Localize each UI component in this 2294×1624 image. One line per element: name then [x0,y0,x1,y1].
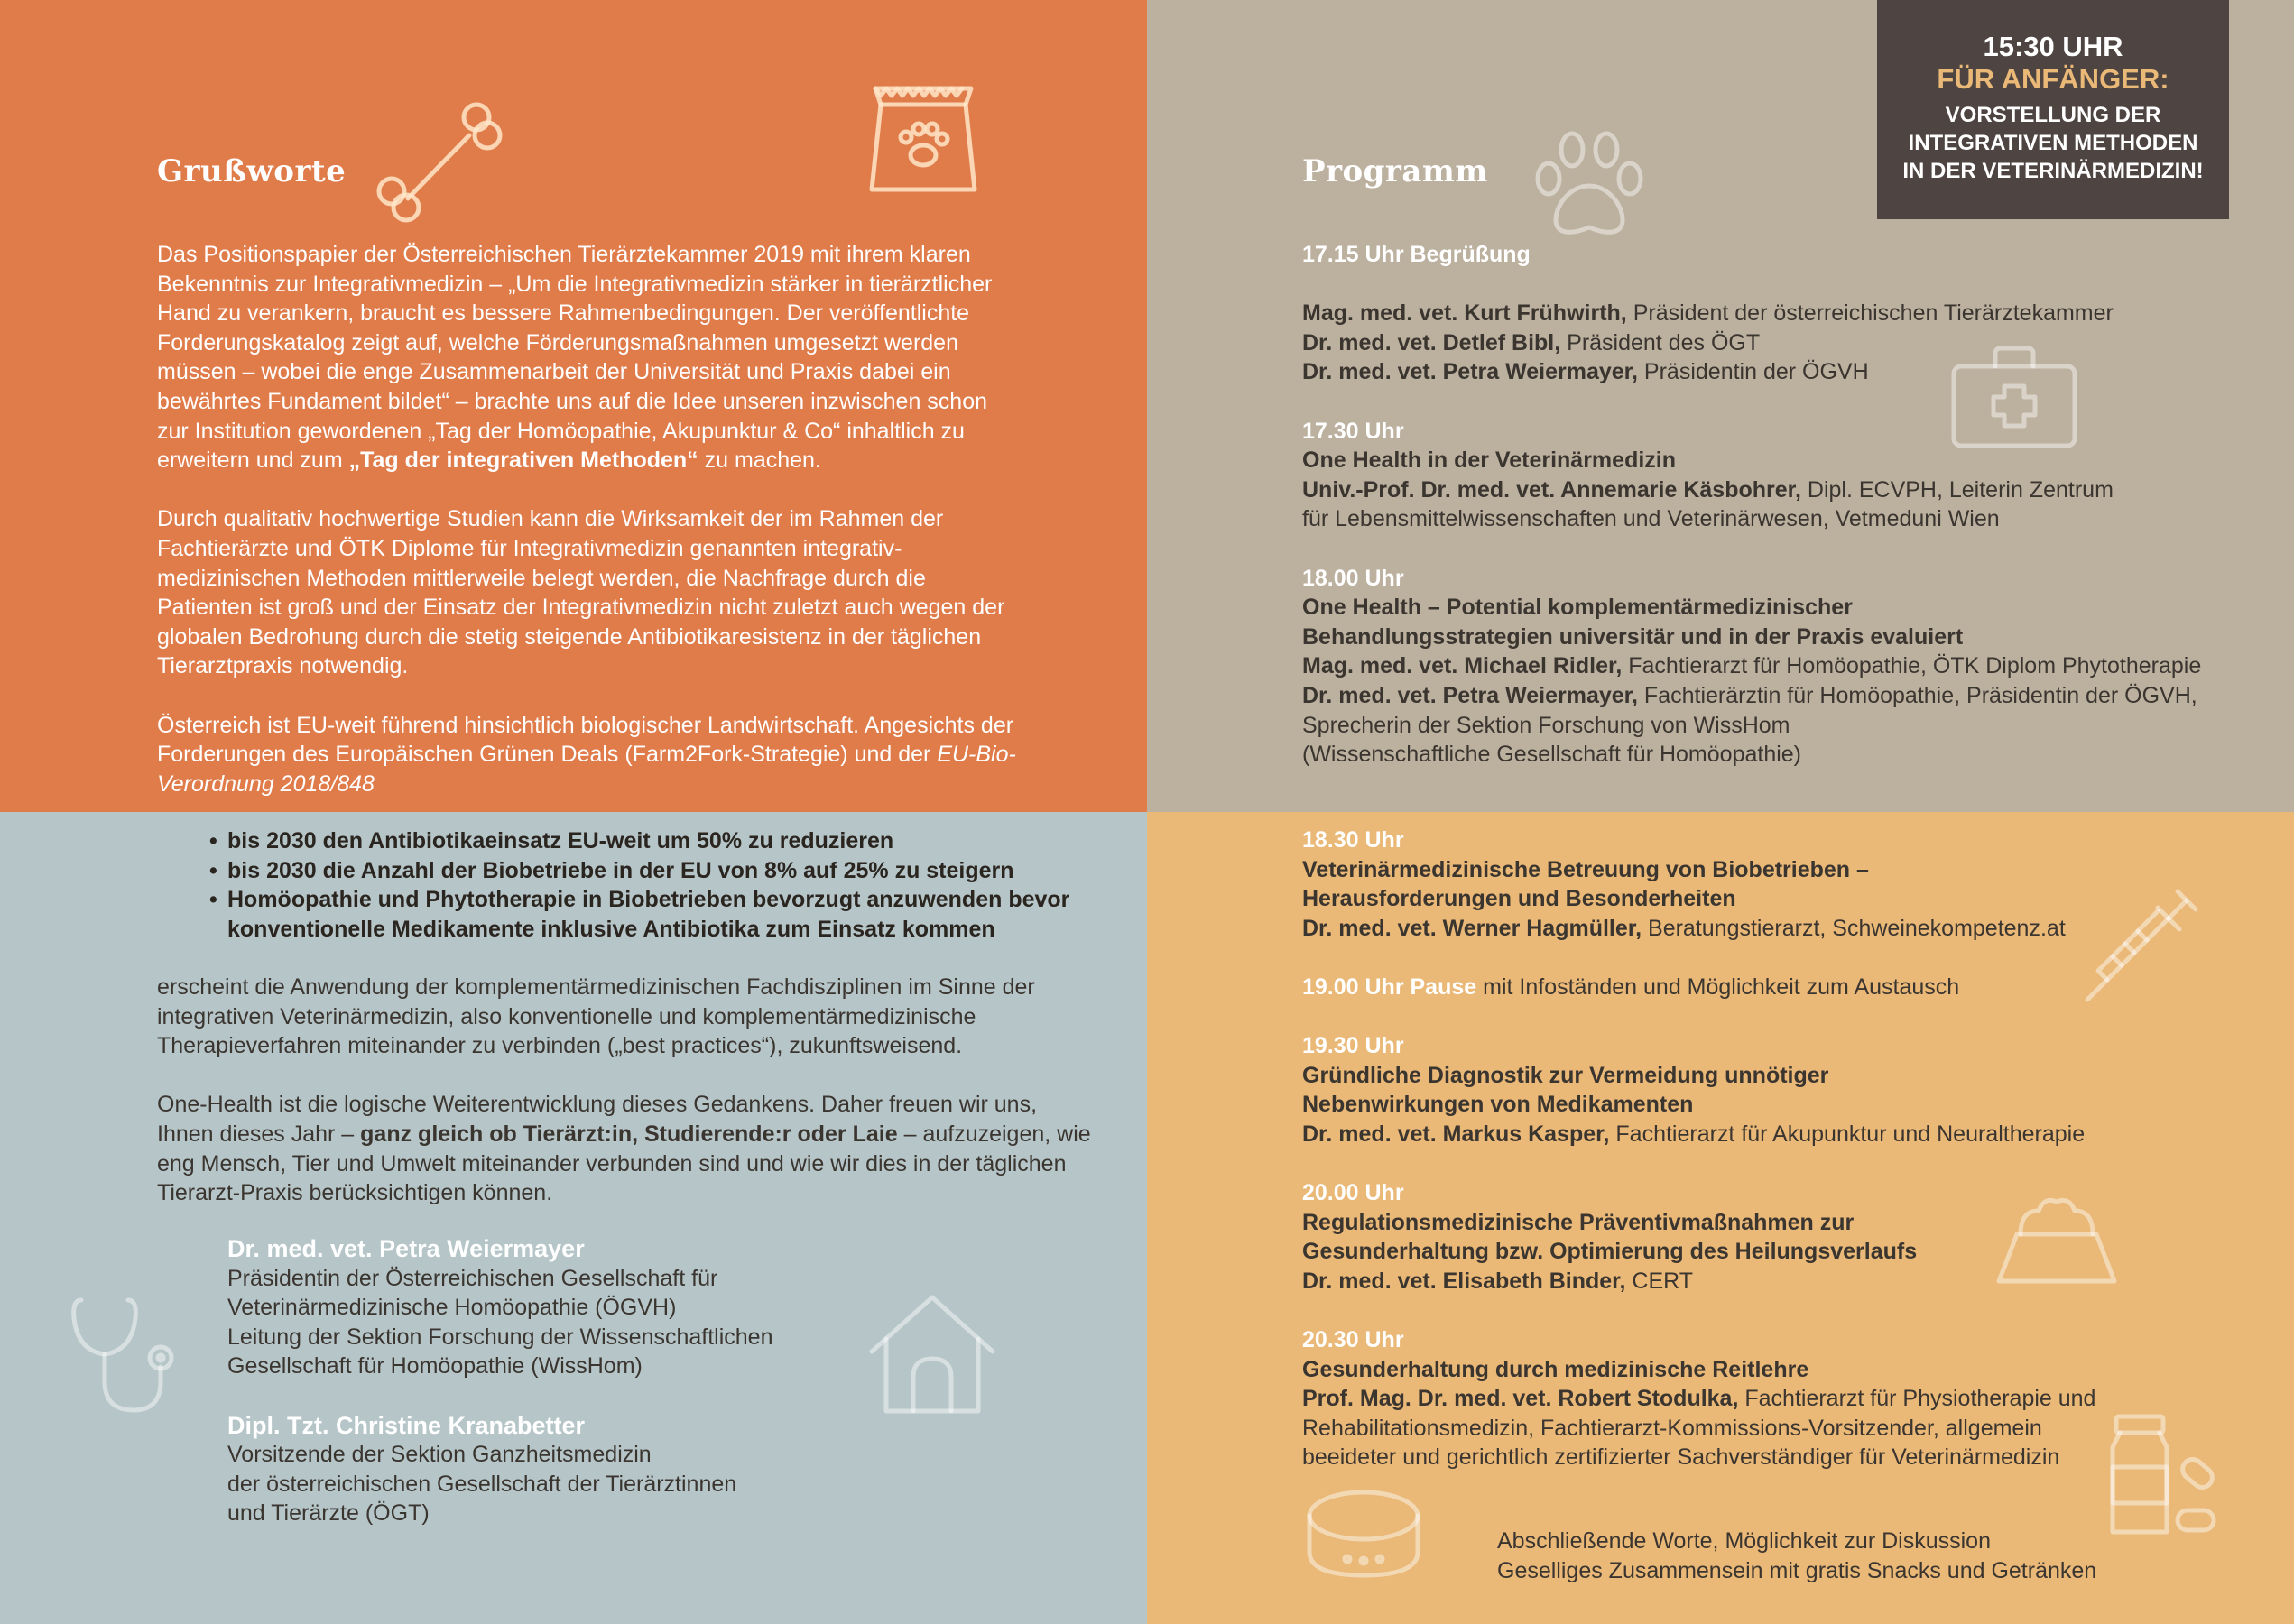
food-bag-icon [865,79,982,197]
food-bowl-icon [1993,1191,2120,1290]
program-session-1: 17.15 Uhr Begrüßung Mag. med. vet. Kurt Frühwirth, Präsident der österreichischen Tierärztekammer Dr. med. vet. Detlef Bibl, Präsident des ÖGT Dr. med. vet. Petra Weiermayer, Präsidentin der ÖGVH [1302,242,2114,385]
medicine-icon [2104,1407,2230,1543]
program-session-4: 18.30 Uhr Veterinärmedizinische Betreuung von Biobetrieben – Herausforderungen und Besonderheiten Dr. med. vet. Werner Hagmüller, Beratungstierarzt, Schweinekompetenz.at [1302,827,2066,941]
collar-icon [1300,1485,1427,1584]
greeting-paragraph-3: Österreich ist EU-weit führend hinsichtlich biologischer Landwirtschaft. Angesichts der Forderungen des Europäischen Grünen Deals (Farm2Fork-Strategie) und der EU-Bio-Verordnung 2018/848 [157,712,1016,797]
greeting-heading: Grußworte [157,153,347,189]
list-item: • bis 2030 die Anzahl der Biobetriebe in der EU von 8% auf 25% zu steigern [209,856,1130,886]
stethoscope-icon [69,1295,186,1416]
paw-icon [1522,115,1657,251]
list-item: • bis 2030 den Antibiotikaeinsatz EU-weit um 50% zu reduzieren [209,826,1130,856]
greeting-paragraph-4: erscheint die Anwendung der komplementärmedizinischen Fachdisziplinen im Sinne der integrativen Veterinärmedizin, also konventionelle und komplementärmedizinische Therapieverfahren miteinander zu verbinden („best practices“), zukunftsweisend. [157,974,1035,1059]
program-session-5: 19.00 Uhr Pause mit Infoständen und Möglichkeit zum Austausch [1302,973,1960,1000]
bone-icon [372,97,507,224]
program-session-3: 18.00 Uhr One Health – Potential komplementärmedizinischer Behandlungsstrategien universitär und in der Praxis evaluiert Mag. med. vet. Michael Ridler, Fachtierarzt für Homöopathie, ÖTK Diplom Phytotherapie Dr. med. vet. Petra Weiermayer, Fachtierärztin für Homöopathie, Präsidentin der ÖGVH, Sprecherin der Sektion Forschung von WissHom (Wissenschaftliche Gesellschaft für Homöopathie) [1302,565,2202,768]
list-item: • Homöopathie und Phytotherapie in Biobetrieben bevorzugt anzuwenden bevor konventionelle Medikamente inklusive Antibiotika zum Einsatz kommen [209,885,1130,944]
dog-house-icon [865,1292,1000,1416]
program-session-8: 20.30 Uhr Gesunderhaltung durch medizinische Reitlehre Prof. Mag. Dr. med. vet. Robert Stodulka, Fachtierarzt für Physiotherapie und Rehabilitationsmedizin, Fachtierarzt-Kommissions-Vorsitzender, allgemein beeideter und gerichtlich zertifizierter Sachverständiger für Veterinärmedizin [1302,1327,2096,1471]
goals-list [209,826,1130,944]
greeting-paragraph-1: Das Positionspapier der Österreichischen Tierärztekammer 2019 mit ihrem klaren Bekenntnis zur Integrativmedizin – „Um die Integrativmedizin stärker in tierärztlicher Hand zu verankern, braucht es bessere Rahmenbedingungen. Der veröffentlichte Forderungskatalog zeigt auf, welche Förderungsmaßnahmen umgesetzt werden müssen – wobei die enge Zusammenarbeit der Universität und Praxis dabei ein bewährtes Fundament bildet“ – brachte uns auf die Idee unseren inzwischen schon zur Institution gewordenen „Tag der Homöopathie, Akupunktur & Co“ inhaltlich zu erweitern und zum „Tag der integrativen Methoden“ zu machen. [157,242,993,474]
beginner-badge: 15:30 UHR FÜR ANFÄNGER: VORSTELLUNG DER INTEGRATIVEN METHODEN IN DER VETERINÄRMEDIZIN! [1877,0,2229,219]
signature-kranabetter: Dipl. Tzt. Christine Kranabetter Vorsitzende der Sektion Ganzheitsmedizin der österreichischen Gesellschaft der Tierärztinnen und Tierärzte (ÖGT) [227,1411,737,1527]
signature-weiermayer: Dr. med. vet. Petra Weiermayer Präsidentin der Österreichischen Gesellschaft für Veterinärmedizinische Homöopathie (ÖGVH) Leitung der Sektion Forschung der Wissenschaftlichen Gesellschaft für Homöopathie (WissHom) [227,1235,773,1379]
program-closing: Abschließende Worte, Möglichkeit zur Diskussion Geselliges Zusammensein mit gratis Snacks und Getränken [1497,1528,2097,1583]
program-panel-bottom [1147,812,2294,1624]
greeting-paragraph-5: One-Health ist die logische Weiterentwicklung dieses Gedankens. Daher freuen wir uns, Ihnen dieses Jahr – ganz gleich ob Tierärzt:in, Studierende:r oder Laie – aufzuzeigen, wie eng Mensch, Tier und Umwelt miteinander verbunden sind und wie wir dies in der täglichen Tierarzt-Praxis berücksichtigen können. [157,1092,1091,1206]
program-session-6: 19.30 Uhr Gründliche Diagnostik zur Vermeidung unnötiger Nebenwirkungen von Medikamenten Dr. med. vet. Markus Kasper, Fachtierarzt für Akupunktur und Neuraltherapie [1302,1033,2086,1147]
program-heading: Programm [1302,153,1488,189]
syringe-icon [2067,882,2203,1018]
program-session-7: 20.00 Uhr Regulationsmedizinische Präventivmaßnahmen zur Gesunderhaltung bzw. Optimierung des Heilungsverlaufs Dr. med. vet. Elisabeth Binder, CERT [1302,1180,1918,1294]
program-session-2: 17.30 Uhr One Health in der Veterinärmedizin Univ.-Prof. Dr. med. vet. Annemarie Käsbohrer, Dipl. ECVPH, Leiterin Zentrum für Lebensmittelwissenschaften und Veterinärwesen, Vetmeduni Wien [1302,418,2114,532]
greeting-panel [0,0,1147,812]
program-panel-top [1147,0,2294,812]
greeting-panel-continued [0,812,1147,1624]
greeting-paragraph-2: Durch qualitativ hochwertige Studien kann die Wirksamkeit der im Rahmen der Fachtierärzte und ÖTK Diplome für Integrativmedizin genannten integrativ-medizinischen Methoden mittlerweile belegt werden, die Nachfrage durch die Patienten ist groß und der Einsatz der Integrativmedizin nicht zuletzt auch wegen der globalen Bedrohung durch die stetig steigende Antibiotikaresistenz in der täglichen Tierarztpraxis notwendig. [157,506,1005,679]
